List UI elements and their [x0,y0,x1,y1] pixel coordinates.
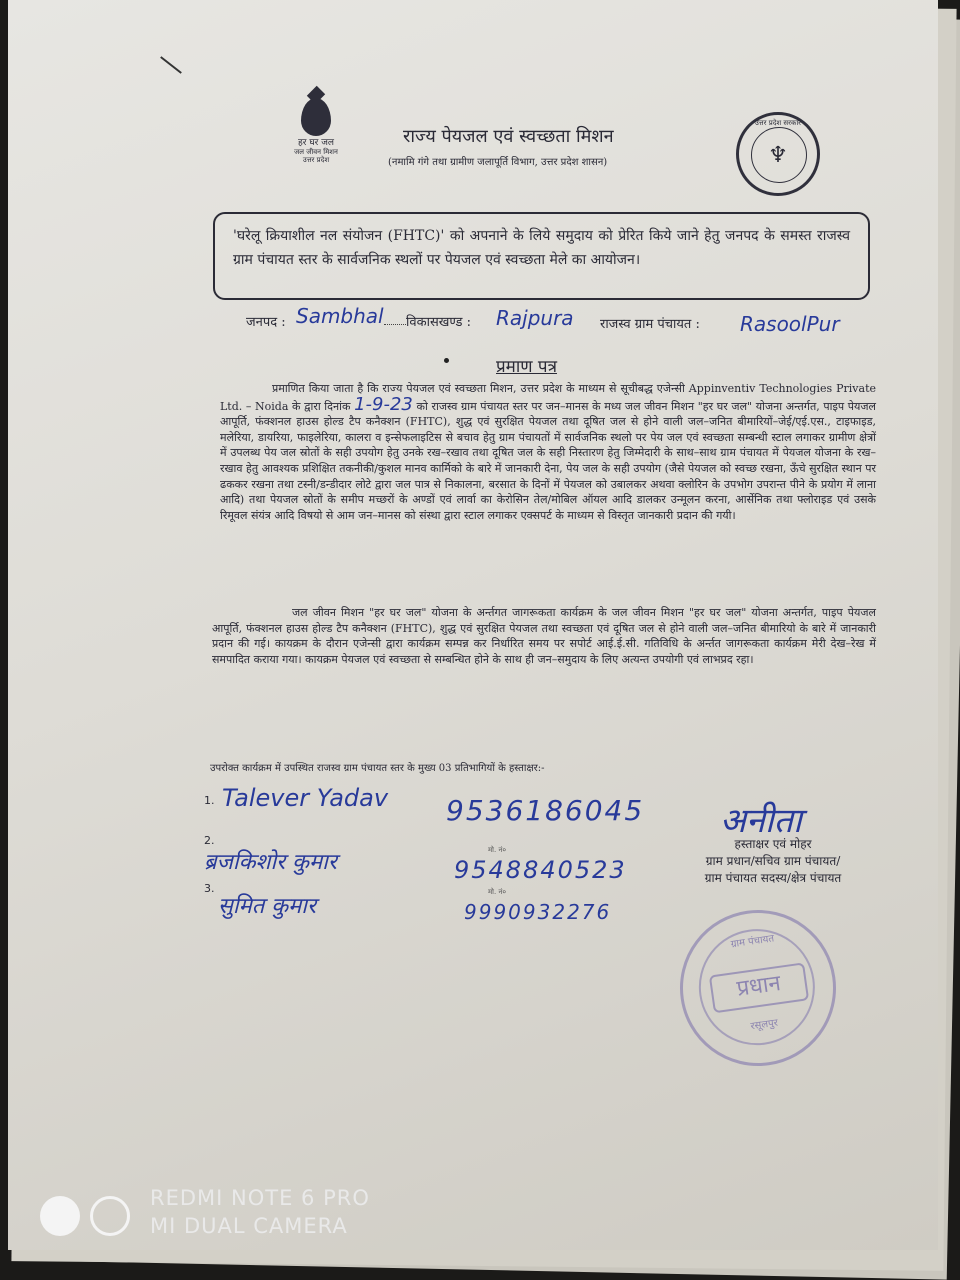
logo-text: जल जीवन मिशन [294,148,338,156]
location-fields [246,304,896,350]
signature: ब्रजकिशोर कुमार [204,850,337,875]
signatory-number: 2. [204,834,215,847]
dotted-line [384,324,406,325]
bow-arrow-icon: ♆ [768,143,788,168]
signatory-number: 3. [204,882,215,895]
har-ghar-jal-logo [276,98,356,164]
phone-number: 9548840523 [454,856,627,884]
stamp-text: ग्राम पंचायत [730,933,775,951]
logo-text: हर घर जल [298,138,334,148]
water-drop-icon [301,98,331,136]
document-page [8,0,938,1250]
stamp-text: रसूलपुर [749,1017,779,1033]
notice-box: 'घरेलू क्रियाशील नल संयोजन (FHTC)' को अपनाने के लिये समुदाय को प्रेरित किये जाने हेतु जनपद के समस्त राजस्व ग्राम पंचायत स्तर के सार्वजनिक स्थलों पर पेयजल एवं स्वच्छता मेले का आयोजन। [213,212,870,300]
watermark-line: MI DUAL CAMERA [150,1214,348,1238]
page-title: राज्य पेयजल एवं स्वच्छता मिशन [403,126,614,147]
pradhan-signature: अनीता [720,801,802,841]
watermark-line: REDMI NOTE 6 PRO [150,1186,370,1210]
paper-mark [160,56,182,74]
emblem-text: उत्तर प्रदेश सरकार [754,119,802,127]
handwritten-date: 1-9-23 [354,393,413,415]
phone-label: मो. नं० [488,888,506,896]
bullet-dot [444,358,449,363]
panchayat-value: RasoolPur [740,312,840,336]
phone-number: 9990932276 [464,900,612,924]
district-label: जनपद : [246,315,286,330]
signatories-note: उपरोक्त कार्यक्रम में उपस्थित राजस्व ग्राम पंचायत स्तर के मुख्य 03 प्रतिभागियों के हस्ताक्षर:- [210,763,545,774]
certificate-paragraph-2: जल जीवन मिशन "हर घर जल" योजना के अर्न्तगत जागरूकता कार्यक्रम के जल जीवन मिशन "हर घर जल" योजना अन्तर्गत, पाइप पेयजल आपूर्ति, फंक्शनल हाउस होल्ड टैप कनैक्शन (FHTC), शुद्ध एवं सुरक्षित पेयजल तथा स्वच्छता एवं दूषित जल से होने वाली जल–जनित बीमारियो के बारे में जानकारी प्रदान की गई। कायक्रम के दौरान एजेन्सी द्वारा कार्यक्रम सम्पन्न कर निर्धारित समय पर सपोर्ट आई.ई.सी. गतिविधि के अर्न्तत जागरूकता कार्यक्रम मेरी देख–रेख में समपादित कराया गया। कायक्रम पेयजल एवं स्वच्छता से सम्बन्धित होने के साथ ही जन–समुदाय के लिए अत्यन्त उपयोगी एवं लाभप्रद रहा। [212,606,876,666]
stamp-center: प्रधान [709,962,809,1013]
panchayat-label: राजस्व ग्राम पंचायत : [600,317,700,332]
paragraph-text: को राजस्व ग्राम पंचायत स्तर पर जन–मानस के मध्य जल जीवन मिशन "हर घर जल" योजना अन्तर्गत, पाइप पेयजल आपूर्ति, फंक्शनल हाउस होल्ड टैप कनैक्शन (FHTC), शुद्ध एवं सुरक्षित पेयजल तथा दूषित जल से होने वाली जल–जनित बीमारियों–जेई/एई.एस., टाइफाइड, मलेरिया, डायरिया, फाइलेरिया, कालरा व इन्सेफलाइटिस से बचाव हेतु ग्राम पंचायतों में सार्वजनिक स्थलो पर पेय जल एवं स्वच्छता सम्बन्धी स्टाल लगाकर ग्रामीण क्षेत्रों में उपलब्ध पेय जल स्रोतों के सही उपयोग हेतु उनके रख–रखाव तथा दूषित जल के सही निस्तारण हेतु जिम्मेदारी के साथ–साथ ग्राम पंचायत में पेयजल योजना के रख–रखाव हेतु आवश्यक प्रशिक्षित तकनीकी/कुशल मानव कार्मिको के बारे में जानकारी देना, पेय जल के सही उपयोग (जैसे पेयजल को स्वच्छ रखना, ऊँचे सुरक्षित स्थान पर ढककर रखना तथा टस्नी/डन्डीदार लोटे द्वारा जल पात्र से निकालना, बरसात के दिनों में पेयजल को उबालकर अथवा क्लोरिन के उपभोग उपरान्त पीने के प्रयोग में लाना आदि) तथा पेयजल स्रोतों के समीप मच्छरों के अण्डों एवं लार्वा का केरोसिन तेल/मोबिल ऑयल आदि डालकर उन्मूलन करना, आर्सेनिक तथा फ्लोराइड एवं उसके रिमूवल संयंत्र आदि विषयो से आम जन–मानस को संस्था द्वारा स्टाल लगाकर एक्सपर्ट के माध्यम से विस्तृत जानकारी प्रदान की गयी। [220,399,877,522]
designation-line: ग्राम प्रधान/सचिव ग्राम पंचायत/ [705,854,841,868]
district-value: Sambhal [296,304,384,328]
block-value: Rajpura [496,306,574,330]
signature: Talever Yadav [222,784,389,812]
document-title: प्रमाण पत्र [496,357,557,377]
logo-text: उत्तर प्रदेश [302,156,330,164]
designation-line: ग्राम पंचायत सदस्य/क्षेत्र पंचायत [704,871,842,885]
page-subtitle: (नमामि गंगे तथा ग्रामीण जलापूर्ति विभाग, उत्तर प्रदेश शासन) [388,157,608,168]
certificate-paragraph-1 [220,381,876,523]
signature-designation [678,836,868,887]
phone-label: मो. नं० [488,846,506,854]
camera-logo-dot-filled [40,1196,80,1236]
phone-number: 9536186045 [446,794,645,827]
signatory-number: 1. [204,794,215,807]
designation-line: हस्ताक्षर एवं मोहर [734,837,812,851]
pradhan-stamp [670,900,846,1076]
camera-watermark [150,1184,370,1240]
camera-logo-dot-outline [90,1196,130,1236]
paragraph-text: प्रमाणित किया जाता है कि राज्य पेयजल एवं स्वच्छता मिशन, उत्तर प्रदेश के माध्यम से सूचीबद्ध एजेन्सी Appinventiv Technologies Private Ltd. – Noida के द्वारा दिनांक [220,382,876,413]
signature: सुमित कुमार [218,894,317,919]
block-label: विकासखण्ड : [406,315,472,330]
up-government-emblem [736,112,820,196]
